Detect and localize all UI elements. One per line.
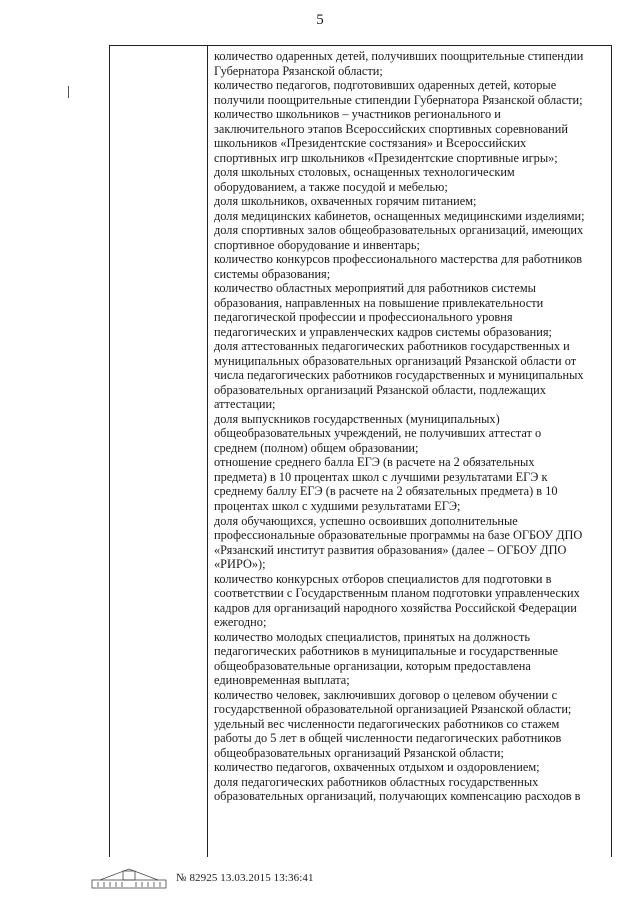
text-line: аттестации;: [214, 397, 276, 412]
text-line: школьников «Президентские состязания» и Всероссийских: [214, 136, 527, 151]
page-number: 5: [316, 12, 324, 28]
parliament-building-emblem-icon: [90, 866, 168, 890]
text-line: государственной образовательной организацией Рязанской области;: [214, 702, 572, 717]
text-line: процентах школ с худшими результатами ЕГЭ;: [214, 498, 461, 513]
text-line: муниципальных образовательных организаций Рязанской области от: [214, 353, 577, 368]
text-line: общеобразовательных учреждений, не получивших аттестат о: [214, 426, 542, 441]
text-line: доля медицинских кабинетов, оснащенных медицинскими изделиями;: [214, 208, 585, 223]
text-line: педагогических и управленческих кадров системы образования;: [214, 324, 552, 339]
text-line: количество школьников – участников регионального и: [214, 107, 501, 122]
text-line: педагогических работников в муниципальные и государственные: [214, 644, 559, 659]
document-footer: [90, 866, 314, 890]
text-line: доля педагогических работников областных государственных: [214, 774, 539, 789]
text-line: количество конкурсных отборов специалистов для подготовки в: [214, 571, 552, 586]
text-line: образовательных организаций, получающих компенсацию расходов в: [214, 789, 581, 804]
text-line: количество областных мероприятий для работников системы: [214, 281, 536, 296]
text-line: числа педагогических работников государственных и муниципальных: [214, 368, 584, 383]
text-line: доля школьных столовых, оснащенных технологическим: [214, 165, 515, 180]
text-line: кадров для организаций народного хозяйства Российской Федерации: [214, 600, 577, 615]
text-line: Губернатора Рязанской области;: [214, 63, 383, 78]
text-line: заключительного этапов Всероссийских спортивных соревнований: [214, 121, 569, 136]
text-line: единовременная выплата;: [214, 673, 350, 688]
text-line: предмета) в 10 процентах школ с лучшими результатами ЕГЭ к: [214, 469, 548, 484]
text-line: доля аттестованных педагогических работников государственных и: [214, 339, 570, 354]
column-divider: [207, 46, 208, 857]
text-line: спортивное оборудование и инвентарь;: [214, 237, 420, 252]
text-line: количество одаренных детей, получивших поощрительные стипендии: [214, 49, 584, 63]
text-line: спортивных игр школьников «Президентские спортивные игры»;: [214, 150, 558, 165]
text-line: количество педагогов, подготовивших одаренных детей, которые: [214, 78, 557, 93]
text-line: педагогической профессии и профессионального уровня: [214, 310, 513, 325]
text-line: среднему баллу ЕГЭ (в расчете на 2 обязательных предмета) в 10: [214, 484, 558, 499]
text-line: доля выпускников государственных (муниципальных): [214, 411, 500, 426]
text-line: «РИРО»);: [214, 557, 266, 572]
text-line: «Рязанский институт развития образования» (далее – ОГБОУ ДПО: [214, 542, 567, 557]
text-line: общеобразовательных организаций Рязанской области;: [214, 745, 504, 760]
text-line: доля школьников, охваченных горячим питанием;: [214, 194, 477, 209]
text-line: оборудованием, а также посудой и мебелью;: [214, 179, 448, 194]
text-line: образовательных организаций Рязанской области, подлежащих: [214, 382, 546, 397]
text-line: количество конкурсов профессионального мастерства для работников: [214, 252, 583, 267]
text-line: ежегодно;: [214, 615, 267, 630]
text-line: количество педагогов, охваченных отдыхом и оздоровлением;: [214, 760, 540, 775]
text-line: получили поощрительные стипендии Губернатора Рязанской области;: [214, 92, 583, 107]
scan-artifact: [68, 86, 69, 98]
text-line: профессиональные образовательные программы на базе ОГБОУ ДПО: [214, 528, 583, 543]
text-line: среднем (полном) общем образовании;: [214, 440, 419, 455]
text-line: системы образования;: [214, 266, 331, 281]
table-cell-indicators: [214, 49, 610, 804]
text-line: доля обучающихся, успешно освоивших дополнительные: [214, 513, 518, 528]
text-line: доля спортивных залов общеобразовательных организаций, имеющих: [214, 223, 584, 238]
text-line: образования, направленных на повышение привлекательности: [214, 295, 544, 310]
text-line: отношение среднего балла ЕГЭ (в расчете на 2 обязательных: [214, 455, 535, 470]
text-line: количество человек, заключивших договор о целевом обучении с: [214, 687, 558, 702]
text-line: удельный вес численности педагогических работников со стажем: [214, 716, 560, 731]
text-line: работы до 5 лет в общей численности педагогических работников: [214, 731, 562, 746]
document-table: [109, 45, 612, 857]
text-line: общеобразовательные организации, которым предоставлена: [214, 658, 531, 673]
registration-stamp: № 82925 13.03.2015 13:36:41: [176, 872, 314, 884]
text-line: количество молодых специалистов, принятых на должность: [214, 629, 531, 644]
text-line: соответствии с Государственным планом подготовки управленческих: [214, 586, 580, 601]
